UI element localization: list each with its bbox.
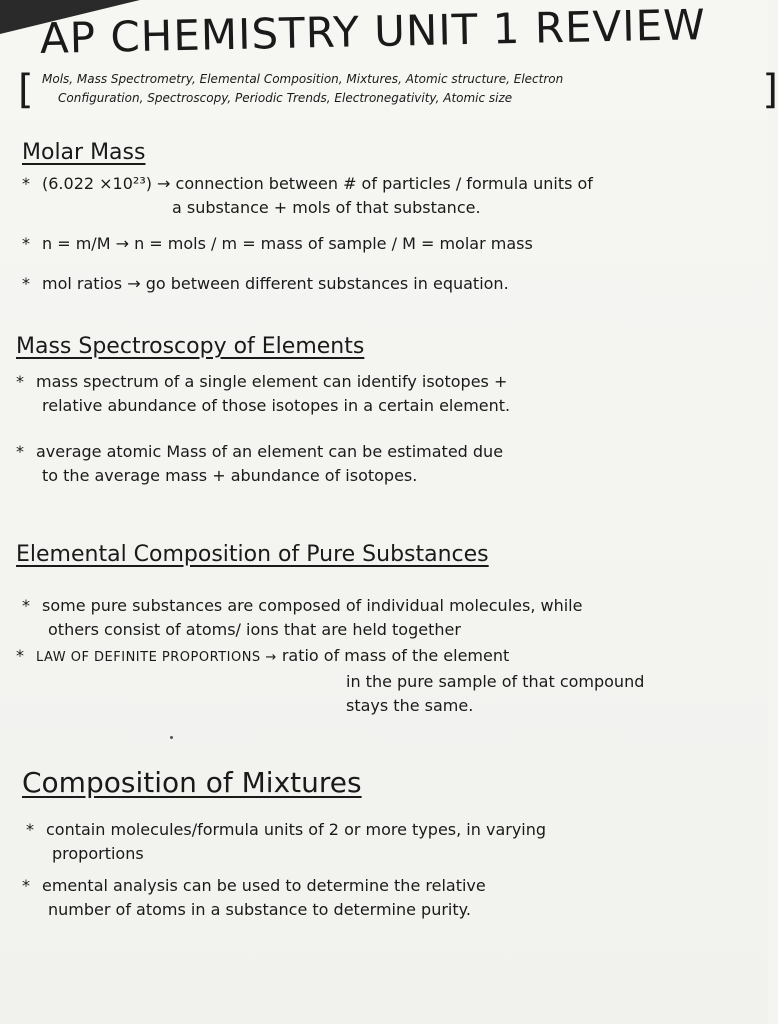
- heading-composition-mixtures: Composition of Mixtures: [22, 766, 362, 799]
- bullet-text-cont: relative abundance of those isotopes in a certain element.: [42, 396, 511, 415]
- heading-elemental-composition: Elemental Composition of Pure Substances: [16, 542, 489, 567]
- bullet-star: *: [16, 442, 24, 461]
- bullet-mol-ratios: [22, 272, 742, 296]
- right-bracket: ]: [762, 67, 778, 113]
- bullet-star: *: [22, 876, 30, 895]
- topics-line-2: Configuration, Spectroscopy, Periodic Trends, Electronegativity, Atomic size: [58, 91, 513, 105]
- bullet-star: *: [16, 646, 24, 665]
- bullet-text-cont: others consist of atoms/ ions that are held together: [48, 620, 461, 639]
- bullet-star: *: [22, 174, 30, 193]
- bullet-star: *: [22, 596, 30, 615]
- bullet-text: mol ratios → go between different substances in equation.: [42, 274, 509, 293]
- bullet-average-atomic-mass: [16, 440, 736, 488]
- left-bracket: [: [18, 67, 34, 113]
- bullet-star: *: [26, 820, 34, 839]
- bullet-mixture-contents: [26, 818, 746, 866]
- topics-line-1: Mols, Mass Spectrometry, Elemental Composition, Mixtures, Atomic structure, Electron: [42, 72, 564, 86]
- bullet-text: (6.022 ×10²³) → connection between # of particles / formula units of: [42, 174, 593, 193]
- page-title: AP CHEMISTRY UNIT 1 REVIEW: [39, 0, 707, 63]
- bullet-text: ratio of mass of the element: [281, 646, 510, 665]
- bullet-text-cont: a substance + mols of that substance.: [172, 198, 481, 217]
- law-label: LAW OF DEFINITE PROPORTIONS →: [36, 650, 277, 665]
- heading-molar-mass: Molar Mass: [22, 140, 146, 165]
- bullet-text: emental analysis can be used to determine the relative: [42, 876, 486, 895]
- bullet-definite-proportions: [16, 644, 736, 718]
- bullet-text-cont-2: stays the same.: [346, 696, 474, 715]
- bullet-moles-formula: [22, 232, 742, 256]
- bullet-pure-substances: [22, 594, 742, 642]
- bullet-text-cont: number of atoms in a substance to determine purity.: [48, 900, 471, 919]
- bullet-text-cont: in the pure sample of that compound: [346, 672, 645, 691]
- bullet-text: average atomic Mass of an element can be estimated due: [36, 442, 504, 461]
- stray-mark: [170, 736, 173, 739]
- bullet-star: *: [22, 274, 30, 293]
- bullet-text-cont: to the average mass + abundance of isotopes.: [42, 466, 418, 485]
- heading-mass-spectroscopy: Mass Spectroscopy of Elements: [16, 334, 365, 359]
- bullet-elemental-analysis: [22, 874, 742, 922]
- topics-list: [18, 67, 778, 113]
- bullet-star: *: [16, 372, 24, 391]
- bullet-mass-spectrum: [16, 370, 736, 418]
- bullet-text: contain molecules/formula units of 2 or more types, in varying: [46, 820, 547, 839]
- bullet-text: some pure substances are composed of individual molecules, while: [42, 596, 583, 615]
- bullet-text: n = m/M → n = mols / m = mass of sample / M = molar mass: [42, 234, 533, 253]
- bullet-star: *: [22, 234, 30, 253]
- bullet-avogadro: [22, 172, 742, 220]
- bullet-text-cont: proportions: [52, 844, 144, 863]
- bullet-text: mass spectrum of a single element can identify isotopes +: [36, 372, 508, 391]
